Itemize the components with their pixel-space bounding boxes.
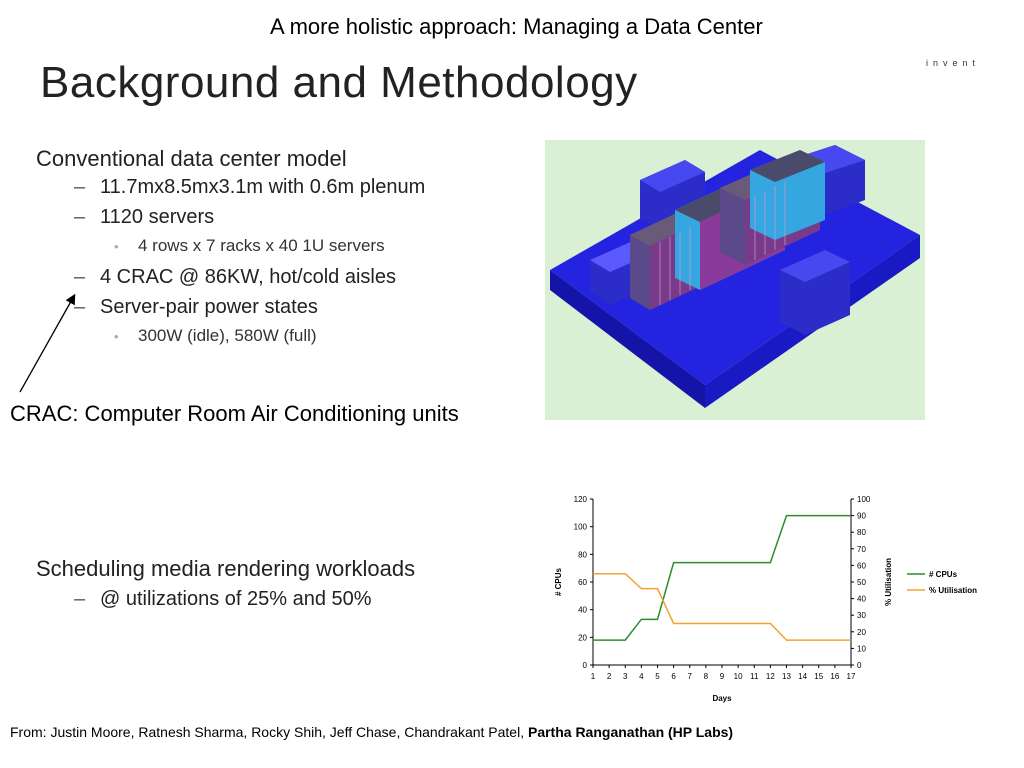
y-tick-label-left: 20 — [578, 633, 587, 643]
slide-top-title: A more holistic approach: Managing a Data Center — [270, 14, 763, 39]
y-tick-label-right: 0 — [857, 661, 862, 670]
legend-label: # CPUs — [929, 570, 958, 579]
dot-marker: • — [114, 239, 119, 254]
bullet-text: 1120 servers — [100, 206, 215, 228]
x-tick-label: 17 — [846, 672, 856, 681]
dash-marker: – — [74, 296, 86, 318]
y-axis-label-left: # CPUs — [554, 567, 563, 597]
x-axis-label: Days — [712, 694, 732, 703]
crac-definition-note: CRAC: Computer Room Air Conditioning units — [10, 401, 459, 426]
x-tick-label: 16 — [830, 672, 840, 681]
bullet-item — [74, 296, 425, 326]
y-tick-label-left: 100 — [573, 522, 587, 532]
slide-main-title: Background and Methodology — [40, 58, 638, 107]
x-tick-label: 14 — [798, 672, 808, 681]
dash-marker: – — [74, 206, 86, 228]
footer-citation — [10, 724, 733, 740]
x-tick-label: 6 — [671, 672, 676, 681]
footer-authors: From: Justin Moore, Ratnesh Sharma, Rocky Shih, Jeff Chase, Chandrakant Patel, — [10, 724, 528, 740]
y-tick-label-right: 90 — [857, 511, 866, 521]
datacenter-model-bullets — [36, 146, 425, 356]
dash-marker: – — [74, 588, 86, 610]
y-tick-label-left: 120 — [573, 495, 587, 504]
x-tick-label: 10 — [733, 672, 743, 681]
x-tick-label: 11 — [750, 672, 759, 681]
y-tick-label-right: 10 — [857, 644, 866, 654]
datacenter-illustration — [545, 140, 925, 420]
y-tick-label-right: 50 — [857, 578, 866, 587]
dash-marker: – — [74, 176, 86, 198]
bullet-text: 300W (idle), 580W (full) — [138, 326, 317, 345]
series-line-utilisation — [593, 574, 851, 640]
x-tick-label: 2 — [606, 672, 612, 681]
y-tick-label-right: 20 — [857, 627, 866, 637]
x-tick-label: 5 — [655, 672, 660, 681]
x-tick-label: 12 — [765, 672, 775, 681]
y-tick-label-right: 70 — [857, 544, 866, 554]
y-tick-label-right: 60 — [857, 561, 866, 571]
invent-logo: invent — [926, 58, 981, 68]
y-tick-label-left: 0 — [582, 661, 587, 670]
bullet-text: @ utilizations of 25% and 50% — [100, 588, 372, 610]
sub-bullet-item — [114, 326, 425, 356]
y-tick-label-left: 60 — [578, 578, 587, 587]
legend-label: % Utilisation — [929, 586, 978, 595]
x-tick-label: 4 — [639, 672, 644, 681]
footer-bold-author: Partha Ranganathan (HP Labs) — [527, 724, 734, 740]
bullet-text: 4 rows x 7 racks x 40 1U servers — [138, 236, 385, 255]
x-tick-label: 8 — [703, 672, 709, 681]
x-tick-label: 1 — [590, 672, 596, 681]
x-tick-label: 3 — [623, 672, 628, 681]
y-tick-label-right: 100 — [857, 495, 871, 504]
y-tick-label-right: 30 — [857, 611, 866, 621]
bullet-heading: Scheduling media rendering workloads — [36, 556, 416, 581]
bullet-item — [74, 206, 425, 236]
bullet-text: Server-pair power states — [100, 296, 318, 318]
y-tick-label-left: 40 — [578, 605, 587, 615]
sub-bullet-item — [114, 236, 425, 266]
x-tick-label: 9 — [719, 672, 725, 681]
y-axis-label-right: % Utilisation — [884, 557, 893, 607]
bullet-item — [74, 266, 425, 296]
bullet-item — [74, 176, 425, 206]
x-tick-label: 15 — [814, 672, 824, 681]
bullet-heading: Conventional data center model — [36, 146, 347, 171]
bullet-text: 11.7mx8.5mx3.1m with 0.6m plenum — [100, 176, 426, 198]
x-tick-label: 13 — [782, 672, 791, 681]
workload-bullets — [36, 556, 415, 611]
cpu-utilisation-chart — [545, 490, 1005, 710]
datacenter-3d-model-image — [545, 140, 925, 420]
bullet-text: 4 CRAC @ 86KW, hot/cold aisles — [100, 266, 396, 288]
y-tick-label-right: 80 — [857, 528, 866, 538]
bullet-item — [74, 588, 415, 611]
y-tick-label-right: 40 — [857, 594, 866, 604]
x-tick-label: 7 — [687, 672, 692, 681]
y-tick-label-left: 80 — [578, 550, 587, 560]
dash-marker: – — [74, 266, 86, 288]
series-line-cpus — [593, 516, 851, 641]
dot-marker: • — [114, 329, 119, 344]
